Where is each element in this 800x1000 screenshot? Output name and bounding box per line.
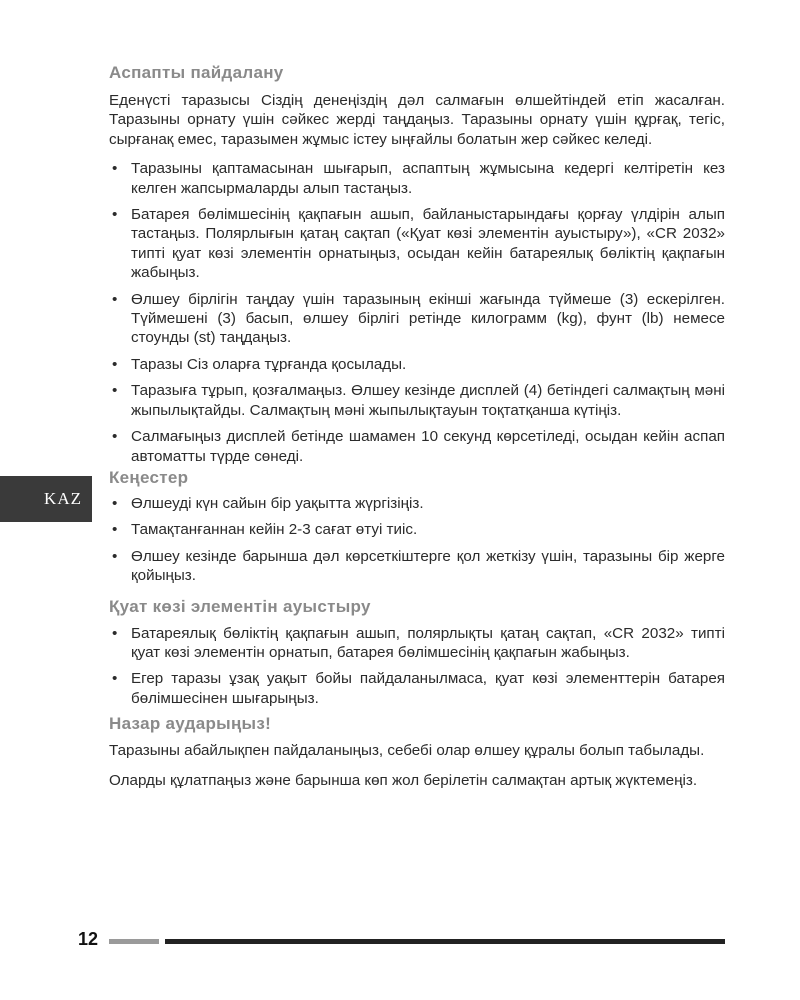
tips-list xyxy=(109,494,725,586)
list-item: • Өлшеу бірлігін таңдау үшін таразының екінші жағында түймеше (3) ескерілген. Түймешені (3) басып, өлшеу бірлігі ретінде килограмм (kg), фунт (lb) немесе стоунды (st) таңдаңыз. xyxy=(109,290,725,348)
list-item: • Өлшеу кезінде барынша дәл көрсеткіштерге қол жеткізу үшін, таразыны бір жерге қойыңыз. xyxy=(109,547,725,586)
page-number: 12 xyxy=(78,929,99,949)
attention-paragraph: Таразыны абайлықпен пайдаланыңыз, себебі олар өлшеу құралы болып табылады. xyxy=(109,742,705,760)
language-tab: KAZ xyxy=(0,476,92,522)
list-item: • Батарея бөлімшесінің қақпағын ашып, байланыстарындағы қорғау үлдірін алып тастаңыз. Полярлығын қатаң сақтап («Қуат көзі элементін ауыстыру»), «CR 2032» типті қуат көзі элементін орнатыңыз, осыдан кейін батареялық бөліктің қақпағын жабыңыз. xyxy=(109,205,725,283)
battery-heading: Қуат көзі элементін ауыстыру xyxy=(109,596,371,616)
battery-list xyxy=(109,624,725,709)
list-item: • Өлшеуді күн сайын бір уақытта жүргізіңіз. xyxy=(109,494,725,513)
list-item: • Батареялық бөліктің қақпағын ашып, полярлықты қатаң сақтап, «CR 2032» типті қуат көзі элементін орнатып, батарея бөлімшесінің қақпағын жабыңыз. xyxy=(109,624,725,663)
list-item: • Салмағыңыз дисплей бетінде шамамен 10 секунд көрсетіледі, осыдан кейін аспап автоматты түрде сөнеді. xyxy=(109,427,725,466)
usage-heading: Аспапты пайдалану xyxy=(109,63,284,82)
footer-rule-short xyxy=(109,939,159,944)
list-item: • Таразыға тұрып, қозғалмаңыз. Өлшеу кезінде дисплей (4) бетіндегі салмақтың мәні жыпылықтайды. Салмақтың мәні жыпылықтауын тоқтатқанша күтіңіз. xyxy=(109,381,725,420)
usage-list xyxy=(109,159,725,466)
list-item: • Тамақтанғаннан кейін 2-3 сағат өтуі тиіс. xyxy=(109,520,725,539)
page-content xyxy=(109,62,725,800)
tips-heading: Кеңестер xyxy=(109,467,189,487)
list-item: • Таразыны қаптамасынан шығарып, аспаптың жұмысына кедергі келтіретін кез келген жапсырмаларды алып тастаңыз. xyxy=(109,159,725,198)
attention-paragraph: Оларды құлатпаңыз және барынша көп жол берілетін салмақтан артық жүктемеңіз. xyxy=(109,771,698,789)
list-item: • Егер таразы ұзақ уақыт бойы пайдаланылмаса, қуат көзі элементтерін батарея бөлімшесінен шығарыңыз. xyxy=(109,669,725,708)
footer-rule-long xyxy=(165,939,725,944)
attention-heading: Назар аударыңыз! xyxy=(109,714,272,734)
usage-intro: Еденүсті таразысы Сіздің денеңіздің дәл салмағын өлшейтіндей етіп жасалған. Таразыны орнату үшін сәйкес жерді таңдаңыз. Таразыны орнату үшін құрғақ, тегіс, сырғанақ емес, таразымен жұмыс істеу ыңғайлы болатын жер сәйкес келеді. xyxy=(109,92,725,148)
list-item: • Таразы Сіз оларға тұрғанда қосылады. xyxy=(109,355,725,374)
